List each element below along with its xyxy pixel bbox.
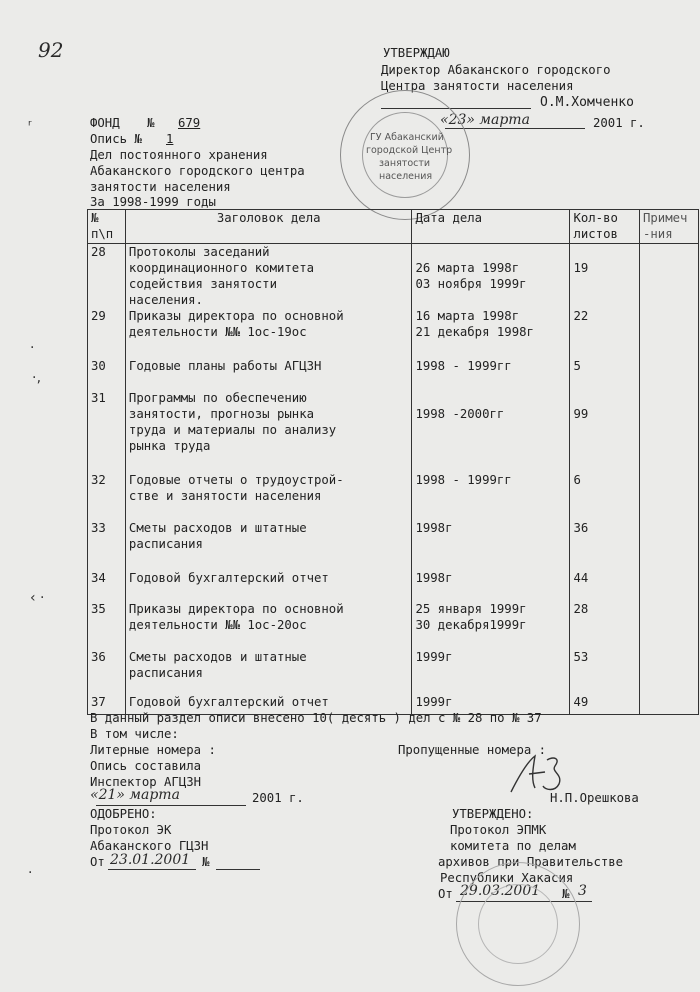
compiled-date-handwritten: «21» марта: [90, 787, 180, 803]
fund-no-label: №: [147, 116, 155, 130]
row-count: 6: [570, 472, 640, 520]
from-date-handwritten: 23.01.2001: [110, 852, 191, 868]
from2-no-label: №: [562, 887, 570, 901]
row-count: 19: [570, 244, 640, 309]
fund-number: 679: [178, 116, 201, 130]
header-title: Заголовок дела: [125, 210, 412, 244]
from2-date-handwritten: 29.03.2001: [460, 883, 541, 899]
row-title: Программы по обеспечению занятости, прогнозы рынка труда и материалы по анализу рынка труда: [125, 390, 412, 472]
inventory-label: Опись №: [90, 132, 142, 146]
row-num: 37: [88, 694, 126, 714]
row-title: Годовой бухгалтерский отчет: [125, 570, 412, 601]
table-row: [88, 649, 699, 694]
margin-mark: ‹ ·: [30, 590, 45, 606]
row-note: [639, 472, 698, 520]
table-row: [88, 390, 699, 472]
row-date: 1998 - 1999гг: [412, 358, 570, 390]
literal-numbers: Литерные номера :: [90, 743, 216, 757]
row-note: [639, 520, 698, 570]
row-num: 34: [88, 570, 126, 601]
table-row: [88, 570, 699, 601]
header-note: Примеч -ния: [639, 210, 698, 244]
inventory-table: [87, 209, 699, 715]
fund-line5: занятости населения: [90, 180, 231, 194]
row-num: 33: [88, 520, 126, 570]
row-title: Годовой бухгалтерский отчет: [125, 694, 412, 714]
row-date: 1998 -2000гг: [412, 390, 570, 472]
compiled-year: 2001 г.: [252, 791, 304, 805]
row-num: 35: [88, 601, 126, 649]
row-count: 28: [570, 601, 640, 649]
row-note: [639, 570, 698, 601]
from-no-line: [216, 869, 260, 870]
margin-mark: ·‚: [32, 370, 41, 386]
row-num: 30: [88, 358, 126, 390]
row-note: [639, 244, 698, 309]
row-note: [639, 649, 698, 694]
row-title: Сметы расходов и штатные расписания: [125, 520, 412, 570]
row-title: Протоколы заседаний координационного комитета содействия занятости населения.: [125, 244, 412, 309]
row-count: 99: [570, 390, 640, 472]
inspector-label: Инспектор АГЦЗН: [90, 775, 202, 789]
row-title: Приказы директора по основной деятельности №№ 1ос-19ос: [125, 308, 412, 358]
row-num: 31: [88, 390, 126, 472]
approval-date-handwritten: «23» марта: [440, 112, 530, 128]
row-note: [639, 358, 698, 390]
committee-line: комитета по делам: [450, 839, 576, 853]
fund-label: ФОНД: [90, 116, 120, 130]
inventory-number: 1: [166, 132, 174, 146]
from2-label: От: [438, 887, 453, 901]
row-count: 49: [570, 694, 640, 714]
margin-mark: ʳ: [28, 118, 32, 134]
stamp-text-2: городской Центр: [366, 145, 453, 156]
missing-numbers: Пропущенные номера :: [398, 743, 547, 757]
including-label: В том числе:: [90, 727, 179, 741]
row-date: 26 марта 1998г 03 ноября 1999г: [412, 244, 570, 309]
margin-mark: ·: [30, 340, 35, 356]
from-date-line: [108, 869, 196, 870]
row-date: 1998г: [412, 570, 570, 601]
row-note: [639, 694, 698, 714]
archives-line: архивов при Правительстве: [438, 855, 624, 869]
row-num: 36: [88, 649, 126, 694]
table-row: [88, 308, 699, 358]
table-row: [88, 358, 699, 390]
margin-mark: ·: [28, 865, 33, 881]
fund-line6: За 1998-1999 годы: [90, 195, 216, 209]
inspector-name: Н.П.Орешкова: [550, 791, 639, 805]
approver-name: О.М.Хомченко: [540, 95, 634, 110]
protocol-epmk: Протокол ЭПМК: [450, 823, 547, 837]
row-note: [639, 390, 698, 472]
table-row: [88, 520, 699, 570]
table-row: [88, 472, 699, 520]
row-title: Сметы расходов и штатные расписания: [125, 649, 412, 694]
row-count: 36: [570, 520, 640, 570]
from-no-label: №: [202, 855, 210, 869]
row-date: 1998г: [412, 520, 570, 570]
header-count: Кол-во листов: [570, 210, 640, 244]
stamp-text-1: ГУ Абаканский: [370, 132, 444, 143]
row-count: 44: [570, 570, 640, 601]
table-header-row: [88, 210, 699, 244]
row-num: 29: [88, 308, 126, 358]
row-count: 5: [570, 358, 640, 390]
row-count: 53: [570, 649, 640, 694]
from2-no-handwritten: 3: [578, 883, 587, 899]
approval-date-line: [445, 128, 585, 129]
compiled-by: Опись составила: [90, 759, 202, 773]
bottom-round-stamp-inner: [478, 884, 558, 964]
row-note: [639, 601, 698, 649]
approval-heading: УТВЕРЖДАЮ: [383, 46, 450, 60]
approved-left: ОДОБРЕНО:: [90, 807, 157, 821]
margin-page-number: 92: [38, 38, 64, 62]
row-note: [639, 308, 698, 358]
protocol-ek: Протокол ЭК: [90, 823, 172, 837]
approval-year: 2001 г.: [593, 116, 645, 130]
stamp-text-3: занятости: [379, 158, 431, 169]
fund-line3: Дел постоянного хранения: [90, 148, 268, 162]
abakan-gczn: Абаканского ГЦЗН: [90, 839, 209, 853]
row-date: 1999г: [412, 649, 570, 694]
fund-line4: Абаканского городского центра: [90, 164, 305, 178]
row-date: 1999г: [412, 694, 570, 714]
summary-line: В данный раздел описи внесено 10( десять ) дел с № 28 по № 37: [90, 711, 542, 725]
table-row: [88, 244, 699, 309]
row-count: 22: [570, 308, 640, 358]
from-label: От: [90, 855, 105, 869]
row-title: Годовые отчеты о трудоустрой- стве и занятости населения: [125, 472, 412, 520]
approved-right: УТВЕРЖДЕНО:: [452, 807, 534, 821]
row-title: Годовые планы работы АГЦЗН: [125, 358, 412, 390]
row-date: 16 марта 1998г 21 декабря 1998г: [412, 308, 570, 358]
row-title: Приказы директора по основной деятельности №№ 1ос-20ос: [125, 601, 412, 649]
row-num: 32: [88, 472, 126, 520]
header-num: № п\п: [88, 210, 126, 244]
stamp-text-4: населения: [379, 171, 433, 182]
row-date: 25 января 1999г 30 декабря1999г: [412, 601, 570, 649]
compiled-date-line: [96, 805, 246, 806]
approval-line2: Центра занятости населения: [381, 79, 574, 93]
table-row: [88, 601, 699, 649]
approval-line1: Директор Абаканского городского: [381, 63, 611, 77]
republic-line: Республики Хакасия: [440, 871, 574, 885]
header-date: Дата дела: [412, 210, 570, 244]
row-num: 28: [88, 244, 126, 309]
row-date: 1998 - 1999гг: [412, 472, 570, 520]
